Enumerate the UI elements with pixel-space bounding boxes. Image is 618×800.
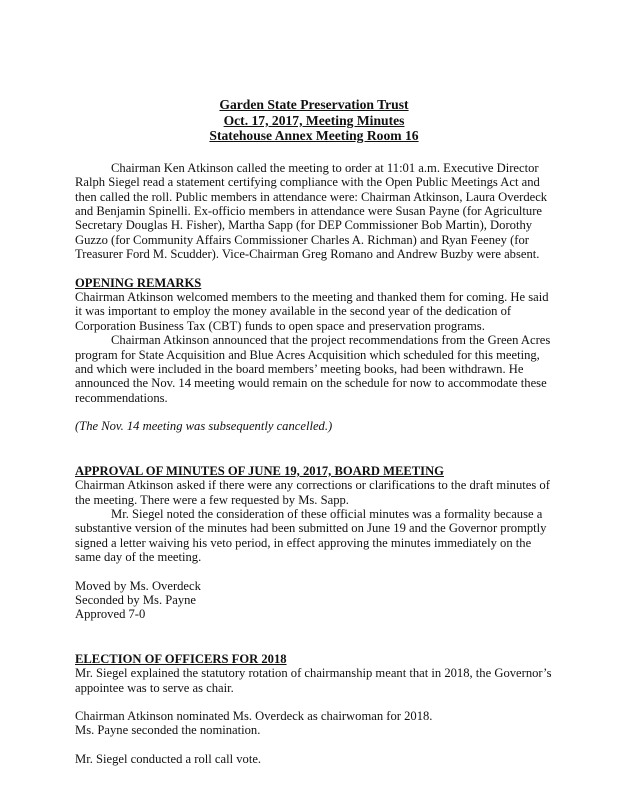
election-paragraph-4: Mr. Siegel conducted a roll call vote. — [75, 751, 262, 766]
title-line-3: Statehouse Annex Meeting Room 16 — [209, 128, 419, 144]
approval-paragraph-1: Chairman Atkinson asked if there were any corrections or clarifications to the draft minutes of the meeting. There were a few requested by Ms. Sapp. — [75, 478, 550, 507]
election-paragraph-1: Mr. Siegel explained the statutory rotation of chairmanship meant that in 2018, the Governor’s appointee was to serve as chair. — [75, 666, 552, 695]
opening-remarks-heading: OPENING REMARKS — [75, 275, 202, 290]
seconded-by-line: Seconded by Ms. Payne — [75, 592, 197, 607]
document-page — [75, 97, 553, 766]
opening-paragraph-1: Chairman Atkinson welcomed members to the meeting and thanked them for coming. He said it was important to employ the money available in the second year of the dedication of Corporation Business Tax (CBT) funds to open space and preservation programs. — [75, 290, 549, 333]
title-line-2: Oct. 17, 2017, Meeting Minutes — [223, 112, 405, 128]
opening-note: (The Nov. 14 meeting was subsequently cancelled.) — [75, 419, 333, 434]
approval-heading: APPROVAL OF MINUTES OF JUNE 19, 2017, BOARD MEETING — [75, 463, 444, 478]
election-paragraph-2: Chairman Atkinson nominated Ms. Overdeck as chairwoman for 2018. — [75, 708, 433, 723]
opening-paragraph-2: Chairman Atkinson announced that the project recommendations from the Green Acres program for State Acquisition and Blue Acres Acquisition which scheduled for this meeting, and which were included in the board members’ meeting books, had been withdrawn. He announced the Nov. 14 meeting would remain on the schedule for now to accommodate these recommendations. — [75, 333, 551, 405]
moved-by-line: Moved by Ms. Overdeck — [75, 578, 201, 593]
election-heading: ELECTION OF OFFICERS FOR 2018 — [75, 651, 287, 666]
title-line-1: Garden State Preservation Trust — [219, 97, 409, 112]
document-title — [75, 97, 553, 144]
approved-line: Approved 7-0 — [75, 607, 146, 622]
election-paragraph-3: Ms. Payne seconded the nomination. — [75, 723, 261, 738]
intro-paragraph: Chairman Ken Atkinson called the meeting to order at 11:01 a.m. Executive Director Ralph Siegel read a statement certifying compliance with the Open Public Meetings Act and then called the roll. Public members in attendance were: Chairman Atkinson, Laura Overdeck and Benjamin Spinelli. Ex-officio members in attendance were Susan Payne (for Agriculture Secretary Douglas H. Fisher), Martha Sapp (for DEP Commissioner Bob Martin), Dorothy Guzzo (for Community Affairs Commissioner Charles A. Richman) and Ryan Feeney (for Treasurer Ford M. Scudder). Vice-Chairman Greg Romano and Andrew Buzby were absent. — [75, 160, 548, 262]
approval-paragraph-2: Mr. Siegel noted the consideration of these official minutes was a formality because a substantive version of the minutes had been submitted on June 19 and the Governor promptly signed a letter waiving his veto period, in effect approving the minutes immediately on the same day of the meeting. — [75, 506, 547, 565]
